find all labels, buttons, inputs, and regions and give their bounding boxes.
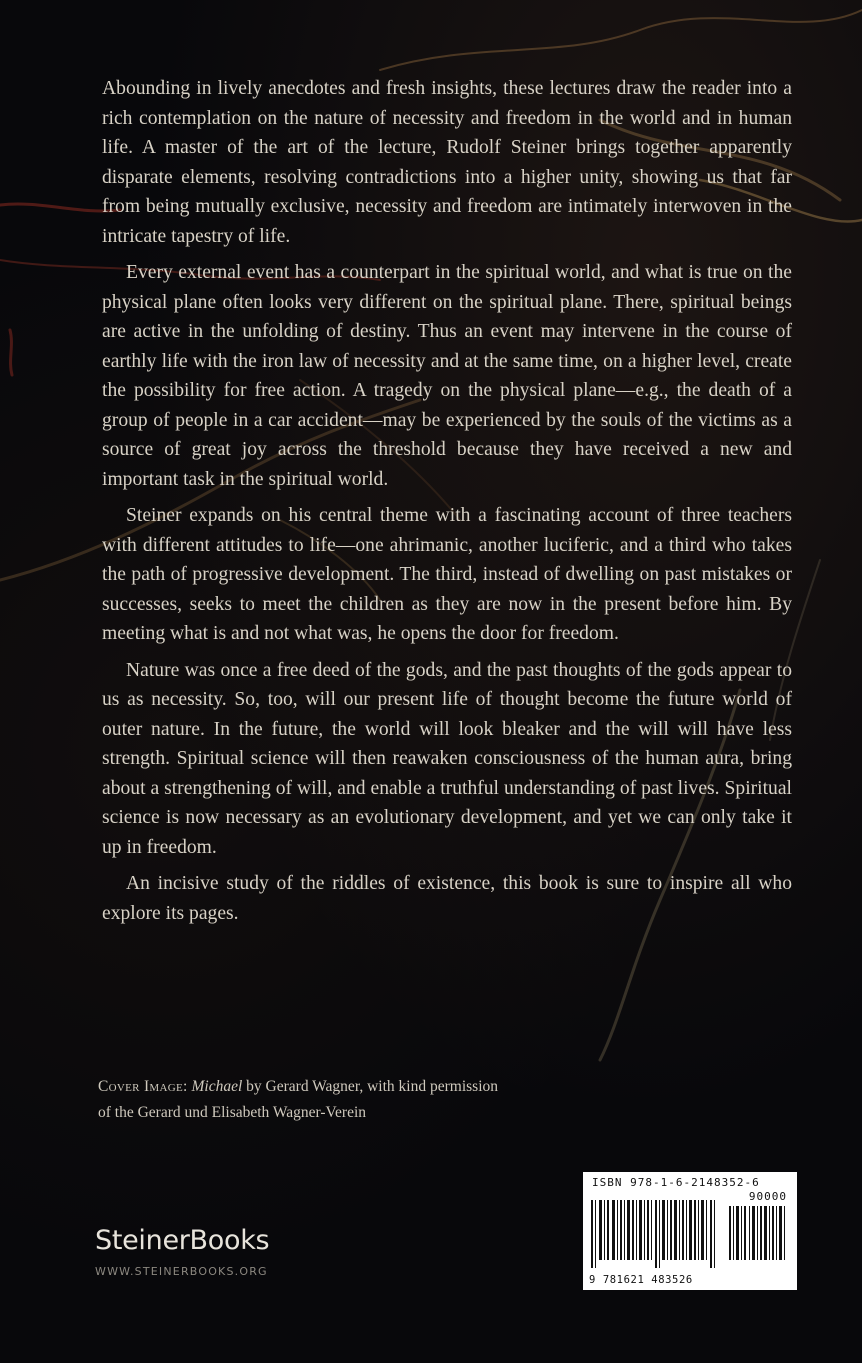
credit-line-2: of the Gerard und Elisabeth Wagner-Verein xyxy=(98,1104,367,1121)
barcode-bars xyxy=(589,1200,791,1268)
barcode-digits: 9 781621 483526 xyxy=(589,1274,693,1286)
description-paragraph: An incisive study of the riddles of existence, this book is sure to inspire all who explore its pages. xyxy=(102,873,792,924)
book-description xyxy=(102,74,792,935)
description-paragraph: Every external event has a counterpart in the spiritual world, and what is true on the physical plane often looks very different on the spiritual plane. There, spiritual beings are active in the unfolding of destiny. Thus an event may intervene in the course of earthly life with the iron law of necessity and at the same time, on a higher level, create the possibility for free action. A tragedy on the physical plane—e.g., the death of a group of people in a car accident—may be experienced by the souls of the victims as a source of great joy across the threshold because they have received a new and important task in the spiritual world. xyxy=(102,262,792,490)
cover-image-credit xyxy=(98,1074,618,1126)
description-paragraph: Abounding in lively anecdotes and fresh insights, these lectures draw the reader into a rich contemplation on the nature of necessity and freedom in the world and in human life. A master of the art of the lecture, Rudolf Steiner brings together apparently disparate elements, resolving contradictions into a higher unity, showing us that far from being mutually exclusive, necessity and freedom are intimately interwoven in the intricate tapestry of life. xyxy=(102,78,792,247)
credit-title: Michael xyxy=(191,1078,243,1095)
publisher-name: SteinerBooks xyxy=(95,1225,270,1256)
publisher-url: WWW.STEINERBOOKS.ORG xyxy=(95,1265,268,1278)
credit-label: Cover Image: xyxy=(98,1078,188,1095)
publisher-logo xyxy=(95,1225,269,1278)
description-paragraph: Steiner expands on his central theme with a fascinating account of three teachers with different attitudes to life—one ahrimanic, another luciferic, and a third who takes the path of progressive development. The third, instead of dwelling on past mistakes or successes, seeks to meet the children as they are now in the present before him. By meeting what is and not what was, he opens the door for freedom. xyxy=(102,505,792,644)
description-paragraph: Nature was once a free deed of the gods, and the past thoughts of the gods appear to us as necessity. So, too, will our present life of thought become the future world of outer nature. In the future, the world will look bleaker and the will will have less strength. Spiritual science will then reawaken consciousness of the human aura, bring about a strengthening of will, and enable a truthful understanding of past lives. Spiritual science is now necessary as an evolutionary development, and yet we can only take it up in freedom. xyxy=(102,659,792,858)
isbn-text: ISBN 978-1-6-2148352-6 xyxy=(592,1176,760,1189)
isbn-barcode xyxy=(583,1172,797,1290)
credit-line-rest: by Gerard Wagner, with kind permission xyxy=(242,1078,498,1095)
barcode-addon: 90000 xyxy=(748,1190,787,1203)
